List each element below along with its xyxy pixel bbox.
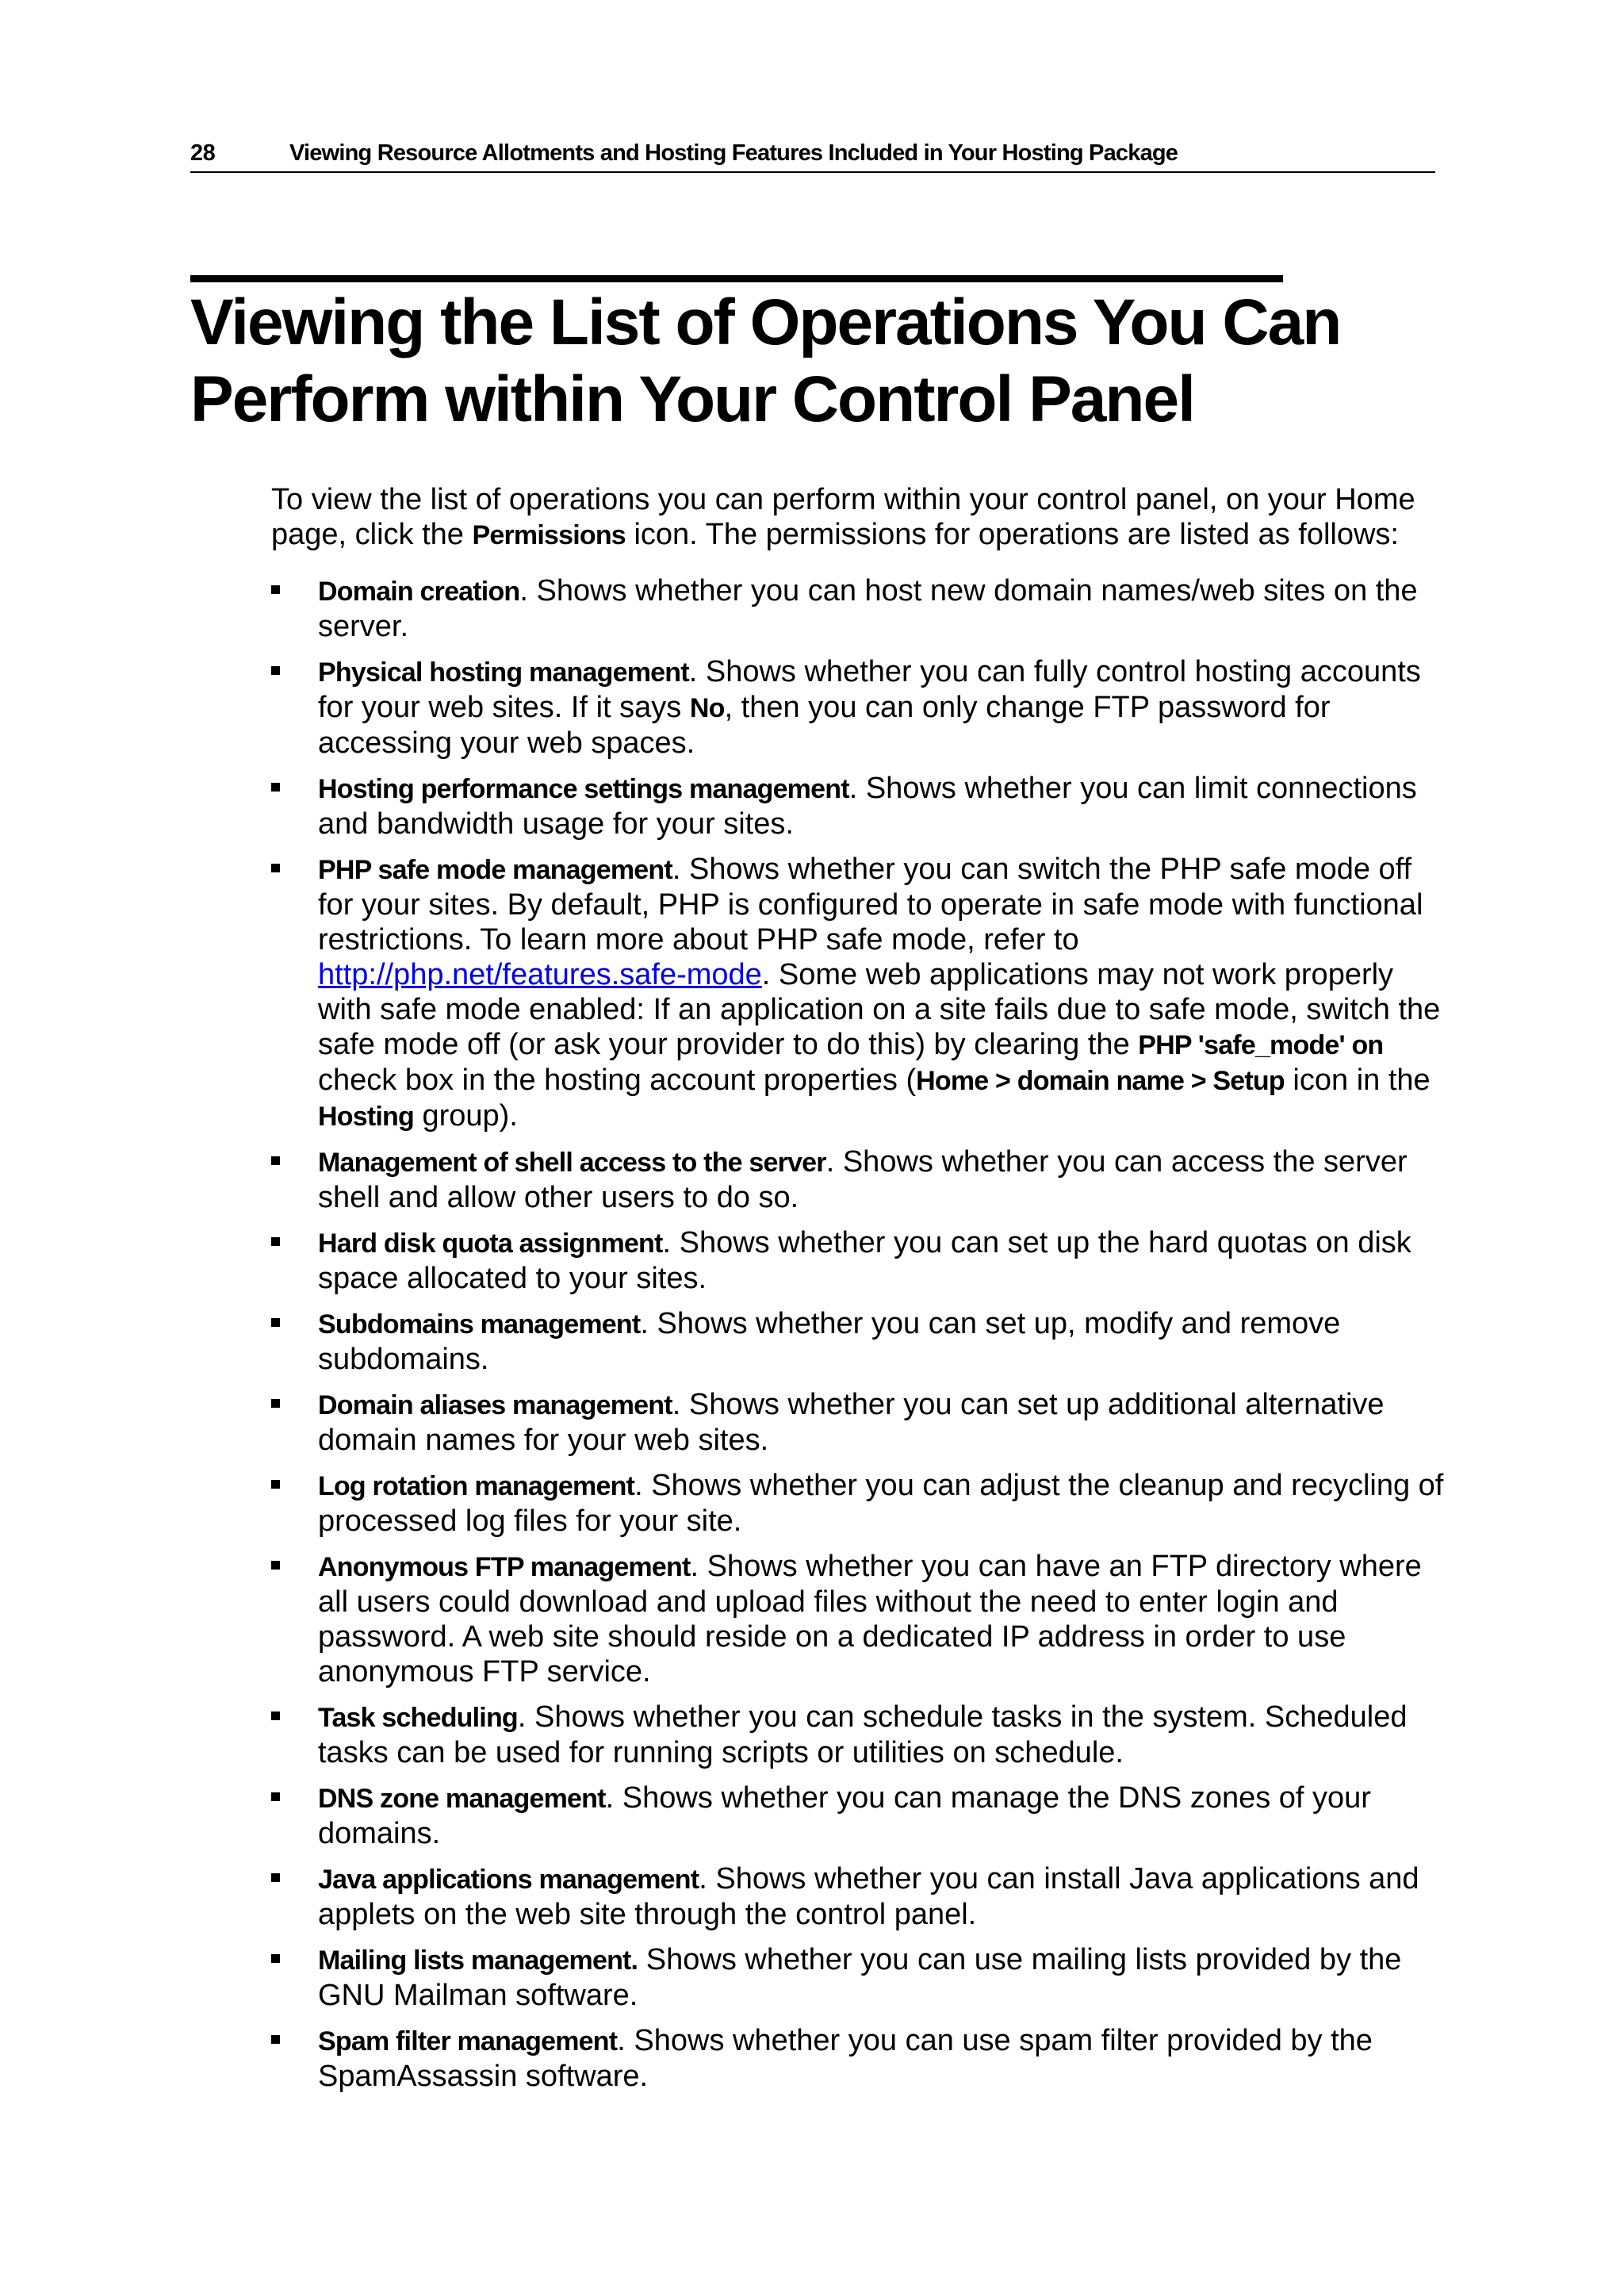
bullet-icon bbox=[271, 783, 280, 792]
hosting-group-term: Hosting bbox=[318, 1102, 414, 1132]
list-item bbox=[271, 1861, 1445, 1932]
item-text-5: group). bbox=[413, 1099, 518, 1133]
item-term: Java applications management bbox=[318, 1865, 699, 1895]
list-item bbox=[271, 1144, 1445, 1215]
no-term: No bbox=[689, 693, 725, 723]
intro-text-2: icon. The permissions for operations are listed as follows: bbox=[625, 518, 1399, 551]
list-item bbox=[271, 1225, 1445, 1296]
item-term: Hard disk quota assignment bbox=[318, 1228, 663, 1259]
bullet-icon bbox=[271, 1561, 280, 1570]
item-text: . Shows whether you can fully control hosting accounts for your web sites. If it says bbox=[318, 655, 1421, 724]
main-content bbox=[271, 482, 1445, 2104]
list-item bbox=[271, 852, 1445, 1134]
operations-list bbox=[271, 573, 1445, 2094]
bullet-icon bbox=[271, 585, 280, 594]
item-term: Domain aliases management bbox=[318, 1390, 672, 1420]
item-text: . Shows whether you can adjust the cleanup and recycling of processed log files for your site. bbox=[318, 1469, 1444, 1538]
title-rule bbox=[190, 275, 1283, 282]
item-term: PHP safe mode management bbox=[318, 855, 672, 885]
bullet-icon bbox=[271, 1318, 280, 1327]
item-term: Hosting performance settings management bbox=[318, 774, 849, 804]
safe-mode-checkbox-term: PHP 'safe_mode' on bbox=[1138, 1030, 1384, 1060]
bullet-icon bbox=[271, 1954, 280, 1963]
item-term: Task scheduling bbox=[318, 1703, 518, 1733]
item-text: . Shows whether you can install Java applications and applets on the web site through the control panel. bbox=[318, 1862, 1419, 1931]
bullet-icon bbox=[271, 1873, 280, 1882]
title-line-1: Viewing the List of Operations You Can bbox=[190, 286, 1341, 358]
item-text-4: icon in the bbox=[1284, 1064, 1431, 1097]
item-term: Subdomains management bbox=[318, 1309, 641, 1340]
php-safe-mode-link[interactable]: http://php.net/features.safe-mode bbox=[318, 958, 762, 991]
item-text-2: . Some web applications may not work properly with safe mode enabled: If an application on a site fails due to safe mode, switch the safe mode off (or ask your provider to do this) by clearing the bbox=[318, 958, 1441, 1061]
item-text: . Shows whether you can schedule tasks in the system. Scheduled tasks can be used for running scripts or utilities on schedule. bbox=[318, 1700, 1408, 1769]
item-text: . Shows whether you can set up, modify and remove subdomains. bbox=[318, 1307, 1341, 1376]
list-item bbox=[271, 1942, 1445, 2013]
list-item bbox=[271, 1306, 1445, 1377]
page-header bbox=[190, 135, 1435, 173]
item-text: . Shows whether you can set up the hard quotas on disk space allocated to your sites. bbox=[318, 1226, 1411, 1295]
bullet-icon bbox=[271, 1480, 280, 1489]
list-item bbox=[271, 1700, 1445, 1770]
bullet-icon bbox=[271, 864, 280, 872]
item-text: . Shows whether you can host new domain names/web sites on the server. bbox=[318, 574, 1418, 643]
list-item bbox=[271, 771, 1445, 841]
list-item bbox=[271, 1468, 1445, 1539]
permissions-term: Permissions bbox=[472, 520, 626, 550]
navigation-path: Home > domain name > Setup bbox=[916, 1066, 1285, 1096]
item-text-2: , then you can only change FTP password for accessing your web spaces. bbox=[318, 691, 1331, 760]
bullet-icon bbox=[271, 1156, 280, 1165]
item-term: Domain creation bbox=[318, 577, 520, 607]
item-text: . Shows whether you can set up additional alternative domain names for your web sites. bbox=[318, 1388, 1385, 1457]
item-text-3: check box in the hosting account properties ( bbox=[318, 1064, 917, 1097]
running-title: Viewing Resource Allotments and Hosting Features Included in Your Hosting Package bbox=[289, 140, 1178, 166]
item-text: . Shows whether you can manage the DNS zones of your domains. bbox=[318, 1781, 1371, 1850]
item-term: Physical hosting management bbox=[318, 657, 689, 688]
item-term: Management of shell access to the server bbox=[318, 1148, 826, 1178]
list-item bbox=[271, 654, 1445, 761]
page-title bbox=[190, 284, 1380, 438]
list-item bbox=[271, 573, 1445, 644]
item-term: DNS zone management bbox=[318, 1784, 606, 1814]
list-item bbox=[271, 1780, 1445, 1851]
item-text: . Shows whether you can switch the PHP safe mode off for your sites. By default, PHP is configured to operate in safe mode with functional restrictions. To learn more about PHP safe mode, refer to bbox=[318, 853, 1423, 956]
item-term: Mailing lists management. bbox=[318, 1945, 638, 1976]
item-term: Spam filter management bbox=[318, 2026, 618, 2056]
bullet-icon bbox=[271, 2035, 280, 2044]
title-line-2: Perform within Your Control Panel bbox=[190, 363, 1194, 435]
item-text: . Shows whether you can limit connections and bandwidth usage for your sites. bbox=[318, 772, 1417, 841]
bullet-icon bbox=[271, 1237, 280, 1246]
item-text: . Shows whether you can access the server shell and allow other users to do so. bbox=[318, 1145, 1408, 1214]
item-term: Log rotation management bbox=[318, 1471, 635, 1501]
item-text: . Shows whether you can use spam filter provided by the SpamAssassin software. bbox=[318, 2024, 1373, 2093]
intro-text-1: To view the list of operations you can perform within your control panel, on your Home page, click the bbox=[271, 483, 1415, 551]
item-term: Anonymous FTP management bbox=[318, 1552, 691, 1582]
list-item bbox=[271, 1549, 1445, 1689]
list-item bbox=[271, 2023, 1445, 2094]
item-text: Shows whether you can use mailing lists provided by the GNU Mailman software. bbox=[318, 1943, 1402, 2012]
bullet-icon bbox=[271, 1399, 280, 1408]
list-item bbox=[271, 1387, 1445, 1458]
page-number: 28 bbox=[190, 140, 216, 166]
intro-paragraph bbox=[271, 482, 1445, 553]
item-text: . Shows whether you can have an FTP directory where all users could download and upload files without the need to enter login and password. A web site should reside on a dedicated IP address in order to use anonymous FTP service. bbox=[318, 1550, 1422, 1688]
bullet-icon bbox=[271, 1792, 280, 1801]
bullet-icon bbox=[271, 666, 280, 675]
bullet-icon bbox=[271, 1711, 280, 1720]
